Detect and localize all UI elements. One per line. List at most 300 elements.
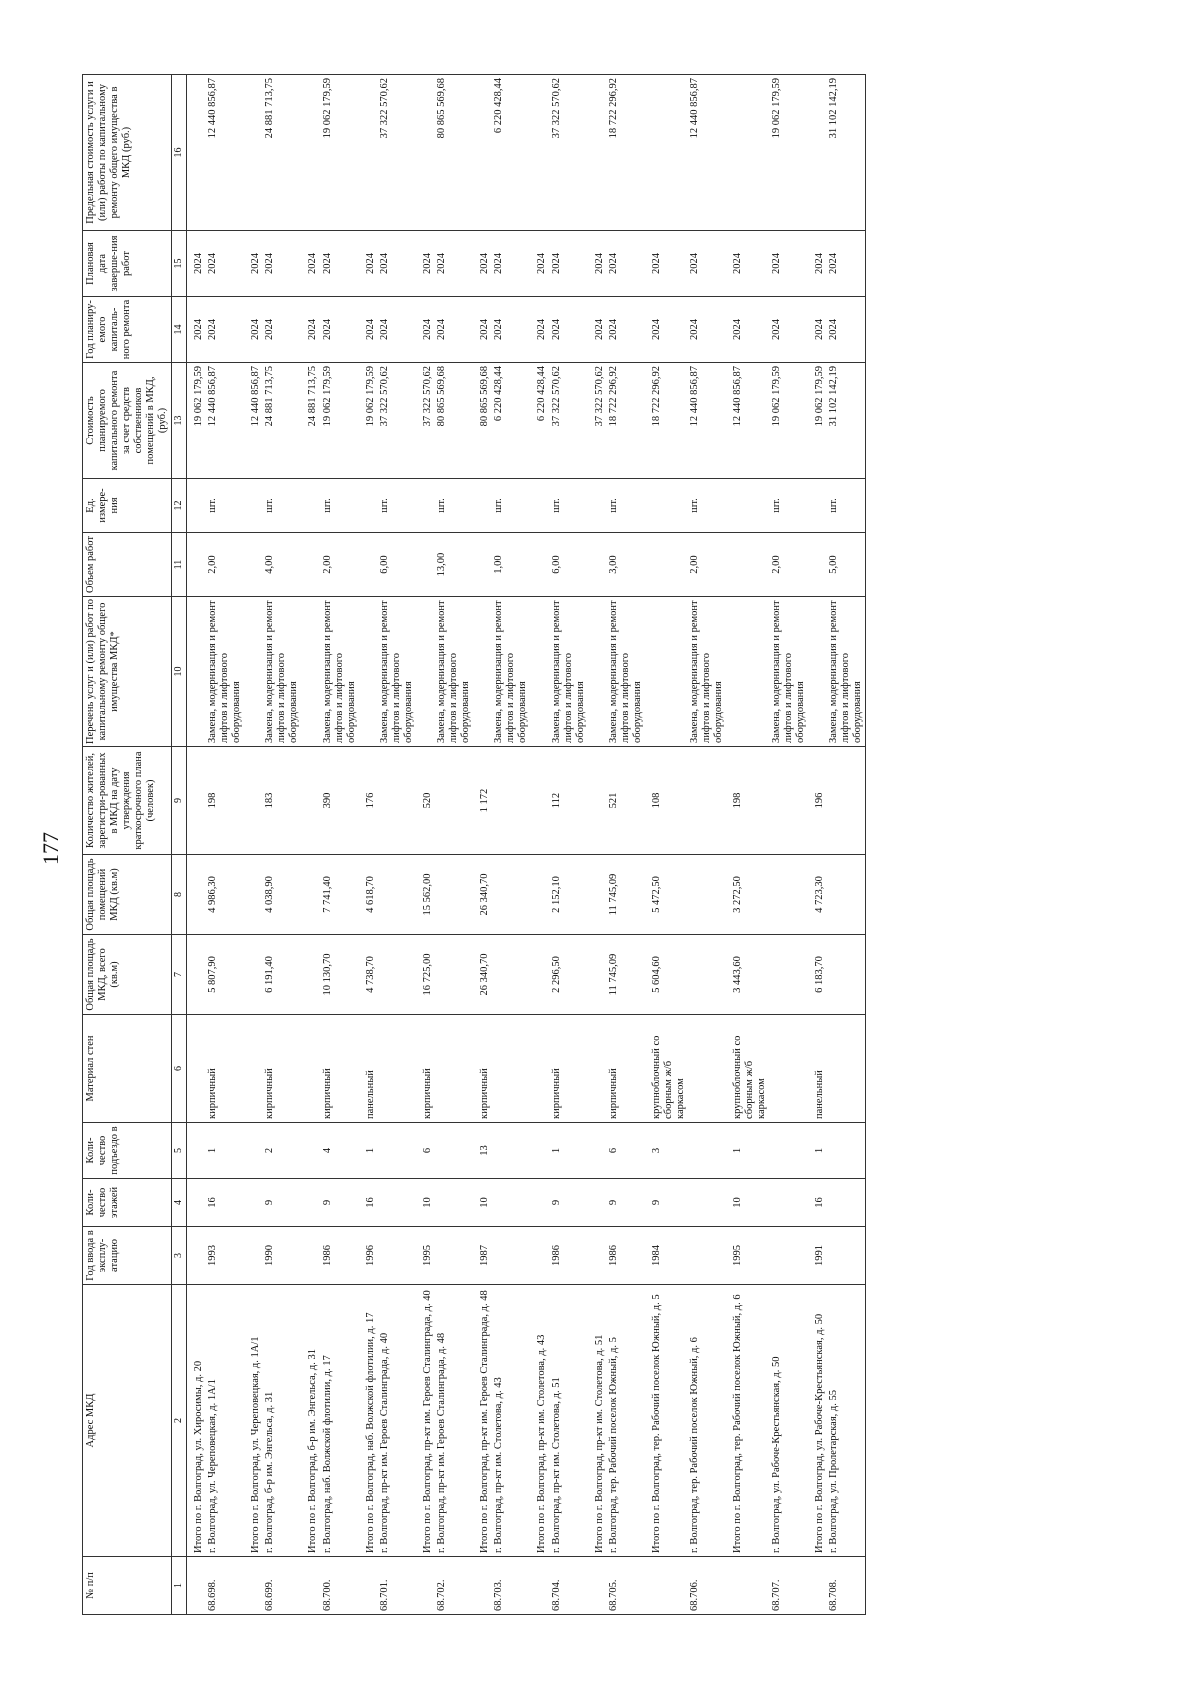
completion-year-cell: 2024 xyxy=(607,231,645,297)
limit-cost-cell: 31 102 142,19 xyxy=(827,75,866,231)
entrances-cell xyxy=(688,1123,726,1179)
residents-cell xyxy=(688,747,726,855)
unit-cell xyxy=(186,479,206,533)
total-area-cell xyxy=(244,935,263,1015)
entrances-cell xyxy=(435,1123,473,1179)
premises-area-cell: 4 618,70 xyxy=(359,855,378,935)
row-number-cell: 68.699. xyxy=(263,1557,301,1615)
header-cell: Стоимость планируемого капитального ремонта за счет средств собственников помещений в МКД, (руб.) xyxy=(83,363,172,479)
planned-year-cell: 2024 xyxy=(607,297,645,363)
year-built-cell xyxy=(492,1227,530,1285)
row-number-cell: 68.708. xyxy=(827,1557,866,1615)
column-number: 4 xyxy=(172,1179,187,1227)
limit-cost-cell xyxy=(645,75,688,231)
row-number-cell: 68.707. xyxy=(770,1557,808,1615)
total-area-cell: 2 296,50 xyxy=(550,935,588,1015)
completion-year-cell: 2024 xyxy=(321,231,359,297)
address-cell: Итого по г. Волгоград, пр-кт им. Героев Сталинграда, д. 48 xyxy=(473,1285,492,1557)
floors-cell: 9 xyxy=(645,1179,688,1227)
completion-year-cell: 2024 xyxy=(359,231,378,297)
work-volume-cell: 4,00 xyxy=(263,533,301,597)
table-row xyxy=(607,75,645,1615)
work-list-cell xyxy=(645,597,688,747)
planned-year-cell: 2024 xyxy=(186,297,206,363)
limit-cost-cell: 18 722 296,92 xyxy=(607,75,645,231)
address-cell: Итого по г. Волгоград, пр-кт им. Героев Сталинграда, д. 40 xyxy=(416,1285,435,1557)
address-cell: г. Волгоград, наб. Волжской флотилии, д. 17 xyxy=(321,1285,359,1557)
year-built-cell xyxy=(588,1227,607,1285)
planned-year-cell: 2024 xyxy=(688,297,726,363)
wall-material-cell xyxy=(435,1015,473,1123)
entrances-cell xyxy=(492,1123,530,1179)
row-number-cell xyxy=(530,1557,549,1615)
planned-cost-cell: 18 722 296,92 xyxy=(607,363,645,479)
header-cell: Перечень услуг и (или) работ по капитальному ремонту общего имущества МКД* xyxy=(83,597,172,747)
residents-cell: 183 xyxy=(263,747,301,855)
column-number: 1 xyxy=(172,1557,187,1615)
work-list-cell: Замена, модернизация и ремонт лифтов и лифтового оборудования xyxy=(321,597,359,747)
floors-cell: 10 xyxy=(726,1179,769,1227)
floors-cell xyxy=(492,1179,530,1227)
entrances-cell xyxy=(770,1123,808,1179)
planned-year-cell: 2024 xyxy=(321,297,359,363)
planned-cost-cell: 12 440 856,87 xyxy=(726,363,769,479)
work-volume-cell xyxy=(186,533,206,597)
table-row xyxy=(321,75,359,1615)
floors-cell: 16 xyxy=(359,1179,378,1227)
table-row xyxy=(688,75,726,1615)
work-volume-cell xyxy=(416,533,435,597)
wall-material-cell xyxy=(186,1015,206,1123)
planned-cost-cell: 12 440 856,87 xyxy=(206,363,244,479)
unit-cell xyxy=(530,479,549,533)
address-cell: Итого по г. Волгоград, ул. Рабоче-Крестьянская, д. 50 xyxy=(808,1285,827,1557)
unit-cell: шт. xyxy=(550,479,588,533)
limit-cost-cell: 12 440 856,87 xyxy=(206,75,244,231)
work-list-cell xyxy=(808,597,827,747)
entrances-cell: 1 xyxy=(206,1123,244,1179)
planned-year-cell: 2024 xyxy=(530,297,549,363)
total-area-cell xyxy=(186,935,206,1015)
planned-cost-cell: 19 062 179,59 xyxy=(186,363,206,479)
repair-plan-table xyxy=(82,74,866,1615)
unit-cell xyxy=(808,479,827,533)
wall-material-cell: кирпичный xyxy=(550,1015,588,1123)
residents-cell xyxy=(378,747,416,855)
wall-material-cell xyxy=(827,1015,866,1123)
completion-year-cell: 2024 xyxy=(530,231,549,297)
floors-cell xyxy=(378,1179,416,1227)
work-volume-cell: 6,00 xyxy=(550,533,588,597)
limit-cost-cell: 6 220 428,44 xyxy=(492,75,530,231)
table-row xyxy=(186,75,206,1615)
limit-cost-cell: 12 440 856,87 xyxy=(688,75,726,231)
planned-year-cell: 2024 xyxy=(726,297,769,363)
table-row xyxy=(645,75,688,1615)
table-row xyxy=(550,75,588,1615)
work-volume-cell: 13,00 xyxy=(435,533,473,597)
total-area-cell: 11 745,09 xyxy=(607,935,645,1015)
residents-cell: 112 xyxy=(550,747,588,855)
work-volume-cell xyxy=(359,533,378,597)
planned-cost-cell: 37 322 570,62 xyxy=(588,363,607,479)
residents-cell xyxy=(186,747,206,855)
column-number: 16 xyxy=(172,75,187,231)
entrances-cell xyxy=(244,1123,263,1179)
premises-area-cell: 4 986,30 xyxy=(206,855,244,935)
year-built-cell: 1986 xyxy=(607,1227,645,1285)
entrances-cell xyxy=(530,1123,549,1179)
work-volume-cell xyxy=(645,533,688,597)
completion-year-cell: 2024 xyxy=(770,231,808,297)
limit-cost-cell xyxy=(473,75,492,231)
unit-cell xyxy=(301,479,320,533)
floors-cell xyxy=(530,1179,549,1227)
table-row xyxy=(359,75,378,1615)
header-cell: № п/п xyxy=(83,1557,172,1615)
year-built-cell: 1995 xyxy=(726,1227,769,1285)
unit-cell: шт. xyxy=(607,479,645,533)
header-row xyxy=(83,75,172,1615)
planned-year-cell: 2024 xyxy=(827,297,866,363)
entrances-cell: 3 xyxy=(645,1123,688,1179)
row-number-cell xyxy=(808,1557,827,1615)
unit-cell: шт. xyxy=(378,479,416,533)
wall-material-cell: кирпичный xyxy=(263,1015,301,1123)
unit-cell: шт. xyxy=(492,479,530,533)
row-number-cell: 68.702. xyxy=(435,1557,473,1615)
work-list-cell xyxy=(416,597,435,747)
address-cell: г. Волгоград, тер. Рабочий поселок Южный, д. 6 xyxy=(688,1285,726,1557)
wall-material-cell: кирпичный xyxy=(206,1015,244,1123)
total-area-cell xyxy=(688,935,726,1015)
table-row xyxy=(435,75,473,1615)
entrances-cell: 13 xyxy=(473,1123,492,1179)
completion-year-cell: 2024 xyxy=(206,231,244,297)
completion-year-cell: 2024 xyxy=(492,231,530,297)
completion-year-cell: 2024 xyxy=(378,231,416,297)
year-built-cell: 1996 xyxy=(359,1227,378,1285)
header-cell: Ед. измере-ния xyxy=(83,479,172,533)
table-row xyxy=(492,75,530,1615)
completion-year-cell: 2024 xyxy=(186,231,206,297)
planned-cost-cell: 6 220 428,44 xyxy=(530,363,549,479)
limit-cost-cell xyxy=(530,75,549,231)
address-cell: г. Волгоград, ул. Рабоче-Крестьянская, д. 50 xyxy=(770,1285,808,1557)
completion-year-cell: 2024 xyxy=(726,231,769,297)
work-list-cell: Замена, модернизация и ремонт лифтов и лифтового оборудования xyxy=(550,597,588,747)
work-volume-cell xyxy=(588,533,607,597)
residents-cell xyxy=(435,747,473,855)
total-area-cell: 4 738,70 xyxy=(359,935,378,1015)
limit-cost-cell xyxy=(416,75,435,231)
completion-year-cell: 2024 xyxy=(645,231,688,297)
header-cell: Год ввода в эксплу-атацию xyxy=(83,1227,172,1285)
planned-year-cell: 2024 xyxy=(244,297,263,363)
floors-cell xyxy=(244,1179,263,1227)
column-number: 3 xyxy=(172,1227,187,1285)
wall-material-cell xyxy=(688,1015,726,1123)
work-volume-cell xyxy=(530,533,549,597)
planned-cost-cell: 31 102 142,19 xyxy=(827,363,866,479)
planned-cost-cell: 80 865 569,68 xyxy=(473,363,492,479)
planned-year-cell: 2024 xyxy=(473,297,492,363)
floors-cell: 9 xyxy=(321,1179,359,1227)
work-volume-cell xyxy=(301,533,320,597)
premises-area-cell: 2 152,10 xyxy=(550,855,588,935)
entrances-cell: 2 xyxy=(263,1123,301,1179)
planned-cost-cell: 24 881 713,75 xyxy=(263,363,301,479)
column-number: 12 xyxy=(172,479,187,533)
row-number-cell: 68.706. xyxy=(688,1557,726,1615)
work-volume-cell xyxy=(473,533,492,597)
wall-material-cell xyxy=(492,1015,530,1123)
address-cell: г. Волгоград, тер. Рабочий поселок Южный, д. 5 xyxy=(607,1285,645,1557)
year-built-cell xyxy=(770,1227,808,1285)
residents-cell: 108 xyxy=(645,747,688,855)
table-row xyxy=(588,75,607,1615)
floors-cell xyxy=(688,1179,726,1227)
year-built-cell: 1987 xyxy=(473,1227,492,1285)
row-number-cell: 68.701. xyxy=(378,1557,416,1615)
work-list-cell: Замена, модернизация и ремонт лифтов и лифтового оборудования xyxy=(688,597,726,747)
premises-area-cell xyxy=(435,855,473,935)
work-list-cell: Замена, модернизация и ремонт лифтов и лифтового оборудования xyxy=(827,597,866,747)
premises-area-cell xyxy=(378,855,416,935)
residents-cell: 198 xyxy=(726,747,769,855)
work-volume-cell: 2,00 xyxy=(688,533,726,597)
work-list-cell: Замена, модернизация и ремонт лифтов и лифтового оборудования xyxy=(378,597,416,747)
planned-year-cell: 2024 xyxy=(263,297,301,363)
address-cell: г. Волгоград, пр-кт им. Героев Сталинграда, д. 48 xyxy=(435,1285,473,1557)
table-row xyxy=(473,75,492,1615)
address-cell: г. Волгоград, пр-кт им. Героев Сталинграда, д. 40 xyxy=(378,1285,416,1557)
address-cell: Итого по г. Волгоград, наб. Волжской флотилии, д. 17 xyxy=(359,1285,378,1557)
residents-cell xyxy=(770,747,808,855)
completion-year-cell: 2024 xyxy=(473,231,492,297)
header-cell: Год планиру-емого капиталь-ного ремонта xyxy=(83,297,172,363)
entrances-cell xyxy=(186,1123,206,1179)
residents-cell xyxy=(244,747,263,855)
year-built-cell xyxy=(186,1227,206,1285)
premises-area-cell xyxy=(770,855,808,935)
wall-material-cell xyxy=(588,1015,607,1123)
planned-year-cell: 2024 xyxy=(301,297,320,363)
address-cell: г. Волгоград, пр-кт им. Столетова, д. 51 xyxy=(550,1285,588,1557)
wall-material-cell: крупноблочный со сборным ж/б каркасом xyxy=(726,1015,769,1123)
floors-cell: 16 xyxy=(206,1179,244,1227)
work-list-cell xyxy=(726,597,769,747)
column-number: 8 xyxy=(172,855,187,935)
limit-cost-cell: 37 322 570,62 xyxy=(550,75,588,231)
header-cell: Общая площадь помещений МКД (кв.м) xyxy=(83,855,172,935)
unit-cell: шт. xyxy=(263,479,301,533)
work-list-cell: Замена, модернизация и ремонт лифтов и лифтового оборудования xyxy=(492,597,530,747)
row-number-cell xyxy=(588,1557,607,1615)
work-volume-cell xyxy=(244,533,263,597)
work-list-cell: Замена, модернизация и ремонт лифтов и лифтового оборудования xyxy=(263,597,301,747)
total-area-cell xyxy=(492,935,530,1015)
total-area-cell: 26 340,70 xyxy=(473,935,492,1015)
wall-material-cell: кирпичный xyxy=(473,1015,492,1123)
table-row xyxy=(808,75,827,1615)
work-volume-cell: 5,00 xyxy=(827,533,866,597)
year-built-cell xyxy=(301,1227,320,1285)
year-built-cell: 1993 xyxy=(206,1227,244,1285)
year-built-cell xyxy=(688,1227,726,1285)
year-built-cell xyxy=(244,1227,263,1285)
limit-cost-cell xyxy=(726,75,769,231)
unit-cell: шт. xyxy=(688,479,726,533)
premises-area-cell: 4 723,30 xyxy=(808,855,827,935)
planned-cost-cell: 18 722 296,92 xyxy=(645,363,688,479)
premises-area-cell: 15 562,00 xyxy=(416,855,435,935)
limit-cost-cell xyxy=(808,75,827,231)
planned-year-cell: 2024 xyxy=(492,297,530,363)
year-built-cell xyxy=(435,1227,473,1285)
work-volume-cell: 3,00 xyxy=(607,533,645,597)
unit-cell: шт. xyxy=(321,479,359,533)
premises-area-cell xyxy=(244,855,263,935)
wall-material-cell: кирпичный xyxy=(416,1015,435,1123)
planned-cost-cell: 37 322 570,62 xyxy=(416,363,435,479)
total-area-cell xyxy=(301,935,320,1015)
unit-cell xyxy=(359,479,378,533)
premises-area-cell: 4 038,90 xyxy=(263,855,301,935)
limit-cost-cell: 19 062 179,59 xyxy=(321,75,359,231)
page-number: 177 xyxy=(38,832,63,865)
header-cell: Количество жителей, зарегистри-рованных в МКД на дату утверждения краткосрочного плана (человек) xyxy=(83,747,172,855)
limit-cost-cell: 24 881 713,75 xyxy=(263,75,301,231)
floors-cell: 9 xyxy=(263,1179,301,1227)
table-row xyxy=(726,75,769,1615)
completion-year-cell: 2024 xyxy=(301,231,320,297)
floors-cell xyxy=(588,1179,607,1227)
residents-cell xyxy=(588,747,607,855)
header-cell: Объем работ xyxy=(83,533,172,597)
header-cell: Коли-чество этажей xyxy=(83,1179,172,1227)
year-built-cell: 1991 xyxy=(808,1227,827,1285)
completion-year-cell: 2024 xyxy=(416,231,435,297)
header-cell: Общая площадь МКД, всего (кв.м) xyxy=(83,935,172,1015)
premises-area-cell xyxy=(688,855,726,935)
unit-cell xyxy=(588,479,607,533)
table-row xyxy=(416,75,435,1615)
row-number-cell xyxy=(645,1557,688,1615)
residents-cell: 1 172 xyxy=(473,747,492,855)
floors-cell: 9 xyxy=(550,1179,588,1227)
limit-cost-cell xyxy=(301,75,320,231)
total-area-cell: 6 191,40 xyxy=(263,935,301,1015)
premises-area-cell: 11 745,09 xyxy=(607,855,645,935)
residents-cell: 198 xyxy=(206,747,244,855)
unit-cell xyxy=(726,479,769,533)
row-number-cell: 68.705. xyxy=(607,1557,645,1615)
column-number: 14 xyxy=(172,297,187,363)
planned-year-cell: 2024 xyxy=(550,297,588,363)
limit-cost-cell: 80 865 569,68 xyxy=(435,75,473,231)
column-number: 2 xyxy=(172,1285,187,1557)
address-cell: Итого по г. Волгоград, пр-кт им. Столетова, д. 51 xyxy=(588,1285,607,1557)
unit-cell: шт. xyxy=(206,479,244,533)
total-area-cell xyxy=(770,935,808,1015)
year-built-cell: 1986 xyxy=(321,1227,359,1285)
table-row xyxy=(206,75,244,1615)
floors-cell: 9 xyxy=(607,1179,645,1227)
limit-cost-cell xyxy=(588,75,607,231)
entrances-cell: 1 xyxy=(808,1123,827,1179)
unit-cell xyxy=(416,479,435,533)
year-built-cell: 1990 xyxy=(263,1227,301,1285)
work-list-cell xyxy=(301,597,320,747)
row-number-cell xyxy=(726,1557,769,1615)
wall-material-cell xyxy=(770,1015,808,1123)
limit-cost-cell xyxy=(244,75,263,231)
header-cell: Плановая дата заверше-ния работ xyxy=(83,231,172,297)
unit-cell: шт. xyxy=(827,479,866,533)
work-list-cell: Замена, модернизация и ремонт лифтов и лифтового оборудования xyxy=(770,597,808,747)
entrances-cell xyxy=(378,1123,416,1179)
wall-material-cell: кирпичный xyxy=(607,1015,645,1123)
planned-cost-cell: 37 322 570,62 xyxy=(550,363,588,479)
entrances-cell: 4 xyxy=(321,1123,359,1179)
year-built-cell xyxy=(378,1227,416,1285)
residents-cell: 520 xyxy=(416,747,435,855)
entrances-cell: 1 xyxy=(359,1123,378,1179)
entrances-cell xyxy=(827,1123,866,1179)
residents-cell xyxy=(301,747,320,855)
residents-cell: 521 xyxy=(607,747,645,855)
residents-cell xyxy=(530,747,549,855)
column-number-row xyxy=(172,75,187,1615)
row-number-cell xyxy=(359,1557,378,1615)
row-number-cell: 68.700. xyxy=(321,1557,359,1615)
column-number: 10 xyxy=(172,597,187,747)
planned-year-cell: 2024 xyxy=(808,297,827,363)
floors-cell: 10 xyxy=(416,1179,435,1227)
column-number: 6 xyxy=(172,1015,187,1123)
premises-area-cell: 3 272,50 xyxy=(726,855,769,935)
planned-cost-cell: 19 062 179,59 xyxy=(770,363,808,479)
completion-year-cell: 2024 xyxy=(435,231,473,297)
planned-cost-cell: 6 220 428,44 xyxy=(492,363,530,479)
residents-cell: 196 xyxy=(808,747,827,855)
work-list-cell xyxy=(530,597,549,747)
unit-cell xyxy=(244,479,263,533)
total-area-cell xyxy=(588,935,607,1015)
wall-material-cell xyxy=(244,1015,263,1123)
planned-year-cell: 2024 xyxy=(416,297,435,363)
planned-cost-cell: 19 062 179,59 xyxy=(808,363,827,479)
address-cell: г. Волгоград, ул. Пролетарская, д. 55 xyxy=(827,1285,866,1557)
work-list-cell: Замена, модернизация и ремонт лифтов и лифтового оборудования xyxy=(206,597,244,747)
work-volume-cell: 6,00 xyxy=(378,533,416,597)
planned-cost-cell: 19 062 179,59 xyxy=(321,363,359,479)
total-area-cell: 5 604,60 xyxy=(645,935,688,1015)
total-area-cell xyxy=(827,935,866,1015)
table-row xyxy=(770,75,808,1615)
year-built-cell: 1986 xyxy=(550,1227,588,1285)
unit-cell: шт. xyxy=(435,479,473,533)
table-row xyxy=(378,75,416,1615)
planned-year-cell: 2024 xyxy=(435,297,473,363)
work-volume-cell: 2,00 xyxy=(206,533,244,597)
floors-cell xyxy=(435,1179,473,1227)
limit-cost-cell: 19 062 179,59 xyxy=(770,75,808,231)
column-number: 9 xyxy=(172,747,187,855)
planned-cost-cell: 24 881 713,75 xyxy=(301,363,320,479)
row-number-cell xyxy=(244,1557,263,1615)
